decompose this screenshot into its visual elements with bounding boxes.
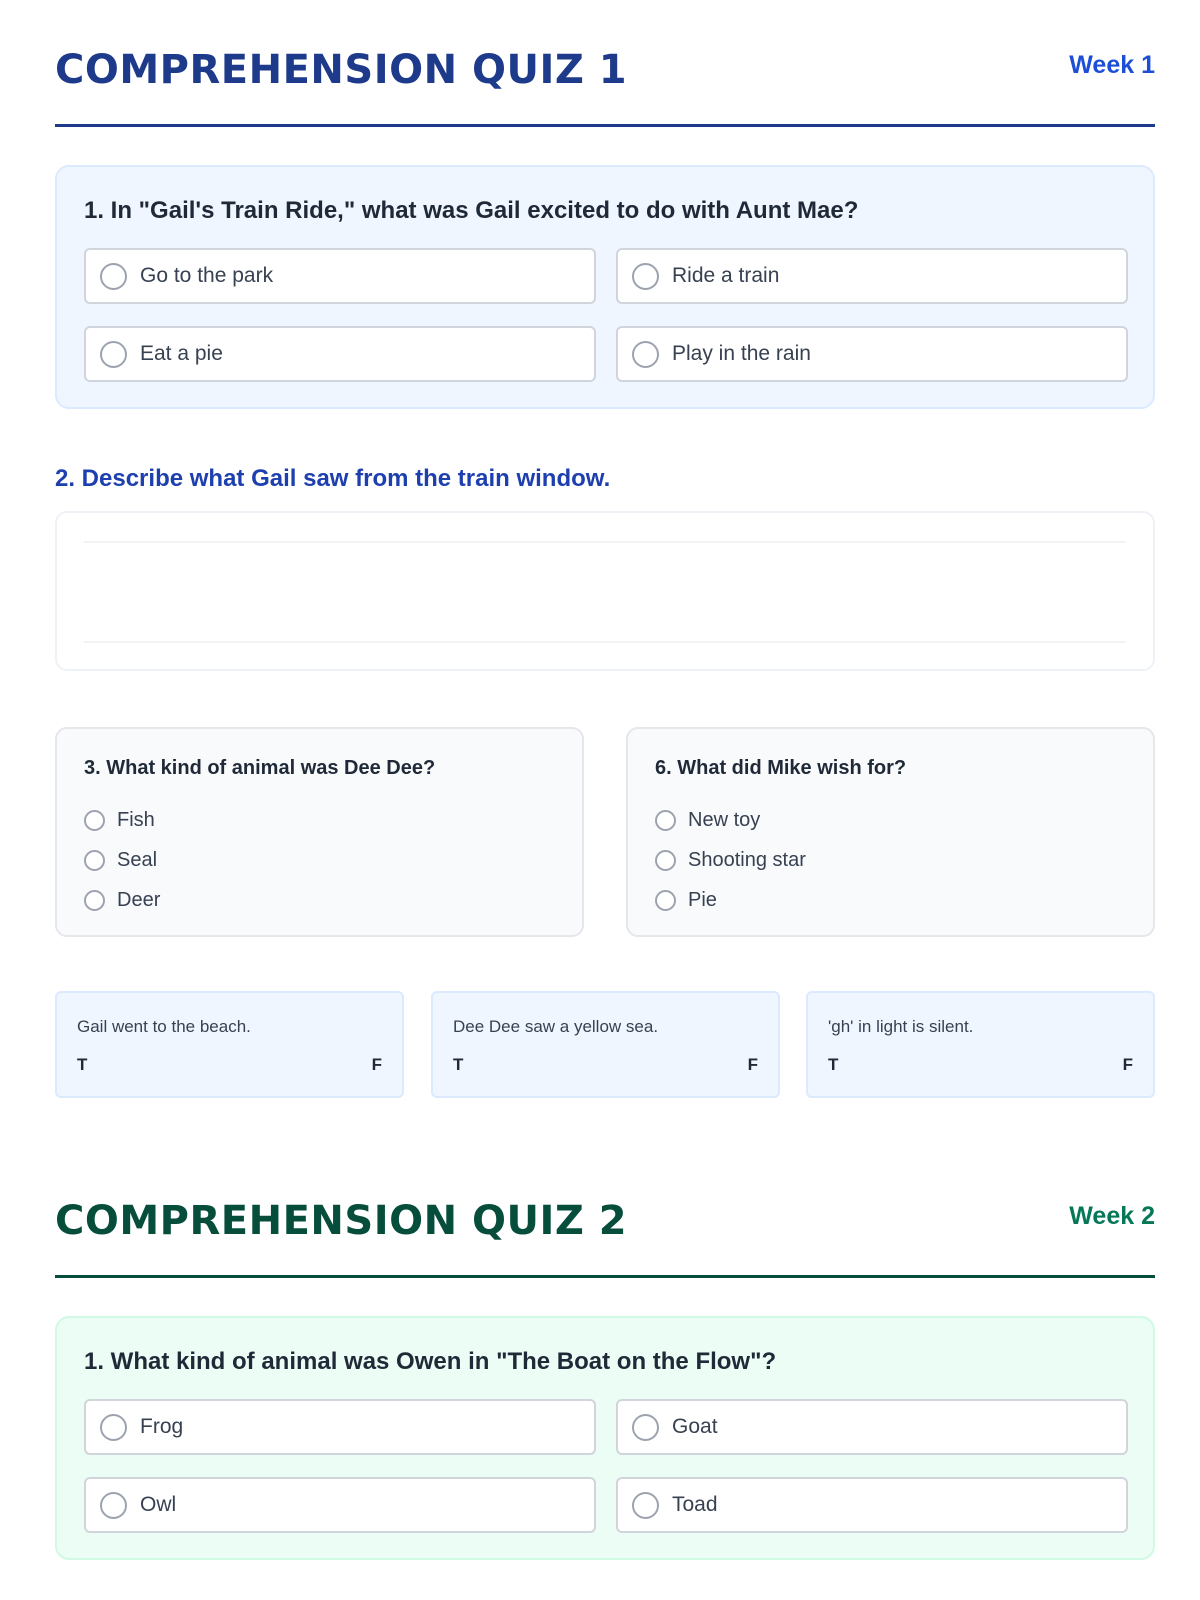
- option-label: Fish: [117, 809, 155, 831]
- radio-button[interactable]: [632, 341, 659, 368]
- true-option[interactable]: T: [77, 1055, 88, 1074]
- quiz2-title: COMPREHENSION QUIZ 2: [55, 1198, 628, 1244]
- true-option[interactable]: T: [453, 1055, 464, 1074]
- radio-button[interactable]: [100, 263, 127, 290]
- false-option[interactable]: F: [371, 1055, 382, 1074]
- quiz1-q1-option-2[interactable]: [616, 248, 1128, 304]
- option-label: New toy: [688, 809, 761, 831]
- radio-button[interactable]: [655, 850, 676, 871]
- quiz2-q1-option-3[interactable]: [84, 1477, 596, 1533]
- radio-button[interactable]: [100, 341, 127, 368]
- option-label: Deer: [117, 889, 161, 911]
- option-label: Shooting star: [688, 849, 806, 871]
- radio-button[interactable]: [632, 263, 659, 290]
- false-option[interactable]: F: [747, 1055, 758, 1074]
- writing-line: [84, 541, 1126, 543]
- true-false-statement: 'gh' in light is silent.: [828, 1017, 974, 1036]
- option-label: Toad: [672, 1493, 718, 1516]
- option-label: Ride a train: [672, 264, 780, 287]
- quiz2-question1-card: [55, 1316, 1155, 1560]
- quiz2-q1-option-4[interactable]: [616, 1477, 1128, 1533]
- quiz1-question6-text: 6. What did Mike wish for?: [655, 757, 907, 779]
- radio-button[interactable]: [632, 1414, 659, 1441]
- radio-button[interactable]: [655, 810, 676, 831]
- true-false-statement: Dee Dee saw a yellow sea.: [453, 1017, 659, 1036]
- writing-line: [84, 641, 1126, 643]
- quiz2-q1-option-1[interactable]: [84, 1399, 596, 1455]
- quiz2-header: [55, 1198, 1155, 1278]
- quiz1-question3-text: 3. What kind of animal was Dee Dee?: [84, 757, 436, 779]
- quiz2-week-label: Week 2: [1069, 1202, 1155, 1230]
- radio-button[interactable]: [100, 1492, 127, 1519]
- option-label: Go to the park: [140, 264, 274, 287]
- quiz2-q1-option-2[interactable]: [616, 1399, 1128, 1455]
- quiz1-q1-option-4[interactable]: [616, 326, 1128, 382]
- true-false-card: [431, 991, 780, 1098]
- quiz1-question3-card: [55, 727, 584, 937]
- radio-button[interactable]: [100, 1414, 127, 1441]
- quiz1-question2-answer-area[interactable]: [55, 511, 1155, 671]
- true-false-statement: Gail went to the beach.: [77, 1017, 251, 1036]
- option-label: Owl: [140, 1493, 177, 1516]
- option-label: Seal: [117, 849, 158, 871]
- option-label: Pie: [688, 889, 717, 911]
- false-option[interactable]: F: [1122, 1055, 1133, 1074]
- option-label: Frog: [140, 1415, 184, 1438]
- option-label: Goat: [672, 1415, 718, 1438]
- radio-button[interactable]: [655, 890, 676, 911]
- true-option[interactable]: T: [828, 1055, 839, 1074]
- option-label: Play in the rain: [672, 342, 811, 365]
- radio-button[interactable]: [84, 850, 105, 871]
- quiz1-week-label: Week 1: [1069, 51, 1155, 79]
- true-false-card: [55, 991, 404, 1098]
- quiz1-q1-option-3[interactable]: [84, 326, 596, 382]
- quiz1-question6-card: [626, 727, 1155, 937]
- radio-button[interactable]: [84, 810, 105, 831]
- radio-button[interactable]: [632, 1492, 659, 1519]
- true-false-card: [806, 991, 1155, 1098]
- quiz2-question1-text: 1. What kind of animal was Owen in "The Boat on the Flow"?: [84, 1348, 777, 1375]
- quiz1-header: [55, 47, 1155, 127]
- quiz1-question1-card: [55, 165, 1155, 409]
- quiz1-q1-option-1[interactable]: [84, 248, 596, 304]
- quiz1-question1-text: 1. In "Gail's Train Ride," what was Gail excited to do with Aunt Mae?: [84, 197, 859, 224]
- option-label: Eat a pie: [140, 342, 223, 365]
- quiz1-question2-text: 2. Describe what Gail saw from the train window.: [55, 465, 611, 492]
- radio-button[interactable]: [84, 890, 105, 911]
- quiz1-title: COMPREHENSION QUIZ 1: [55, 47, 628, 93]
